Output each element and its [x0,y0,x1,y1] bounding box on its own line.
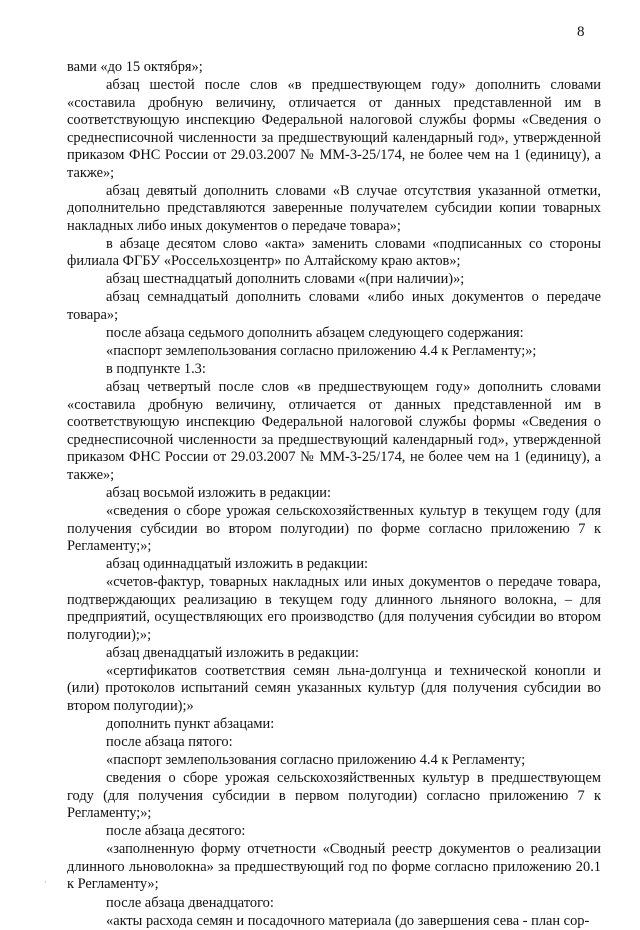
paragraph: «паспорт землепользования согласно приложению 4.4 к Регламенту; [106,752,526,769]
paragraph: абзац двенадцатый изложить в редакции: [106,644,359,661]
paragraph: абзац девятый дополнить словами «В случае отсутствия указанной отметки, дополнительно представляются заверенные получателем субсидии копии товарных накладных либо иных документов о передаче товара»; [67,182,601,234]
scan-dot-mark: · [44,878,47,887]
paragraph: абзац восьмой изложить в редакции: [106,484,331,501]
paragraph: «акты расхода семян и посадочного материала (до завершения сева - план сор- [106,912,590,929]
paragraph: вами «до 15 октября»; [67,59,203,75]
page-number: 8 [577,24,585,40]
paragraph: после абзаца двенадцатого: [106,894,274,911]
paragraph: в абзаце десятом слово «акта» заменить словами «подписанных со стороны филиала ФГБУ «Россельхозцентр» по Алтайскому краю актов»; [67,235,601,270]
paragraph: абзац шестой после слов «в предшествующем году» дополнить словами «составила дробную величину, отличается от данных представленной им в соответствующую инспекцию Федеральной налоговой службы формы «Сведения о среднесписочной численности за предшествующий календарный год», утвержденной приказом ФНС России от 29.03.2007 № ММ-3-25/174, не более чем на 1 (единицу), а также»; [67,77,601,181]
paragraph: «сведения о сборе урожая сельскохозяйственных культур в текущем году (для получения субсидии во втором полугодии) по форме согласно приложению 7 к Регламенту;»; [67,503,601,555]
paragraph: в подпункте 1.3: [106,361,206,378]
document-body [67,59,601,930]
paragraph: сведения о сборе урожая сельскохозяйственных культур в предшествующем году (для получения субсидии в первом полугодии) согласно приложению 7 к Регламенту;»; [67,770,601,822]
paragraph: «заполненную форму отчетности «Сводный реестр документов о реализации длинного льноволокна» за предшествующий год по форме согласно приложению 20.1 к Регламенту»; [67,841,601,893]
paragraph: после абзаца пятого: [106,734,233,751]
paragraph: абзац шестнадцатый дополнить словами «(при наличии)»; [106,271,465,288]
paragraph: абзац семнадцатый дополнить словами «либо иных документов о передаче товара»; [67,289,601,323]
paragraph: «паспорт землепользования согласно приложению 4.4 к Регламенту;»; [106,343,537,360]
paragraph: дополнить пункт абзацами: [106,716,275,732]
paragraph: абзац четвертый после слов «в предшествующем году» дополнить словами «составила дробную величину, отличается от данных представленной им в соответствующую инспекцию Федеральной налоговой службы формы «Сведения о среднесписочной численности за предшествующий календарный год», утвержденной приказом ФНС России от 29.03.2007 № ММ-3-25/174, не более чем на 1 (единицу), а также»; [67,379,601,483]
paragraph: после абзаца десятого: [106,823,246,840]
paragraph: абзац одиннадцатый изложить в редакции: [106,556,369,573]
paragraph: после абзаца седьмого дополнить абзацем следующего содержания: [106,325,524,342]
paragraph: «счетов-фактур, товарных накладных или иных документов о передаче товара, подтверждающих реализацию в текущем году длинного льняного волокна, – для предприятий, осуществляющих его производство (для получения субсидии во втором полугодии);»; [67,574,601,643]
paragraph: «сертификатов соответствия семян льна-долгунца и технической конопли и (или) протоколов испытаний семян указанных культур (для получения субсидии во втором полугодии);» [67,662,601,714]
